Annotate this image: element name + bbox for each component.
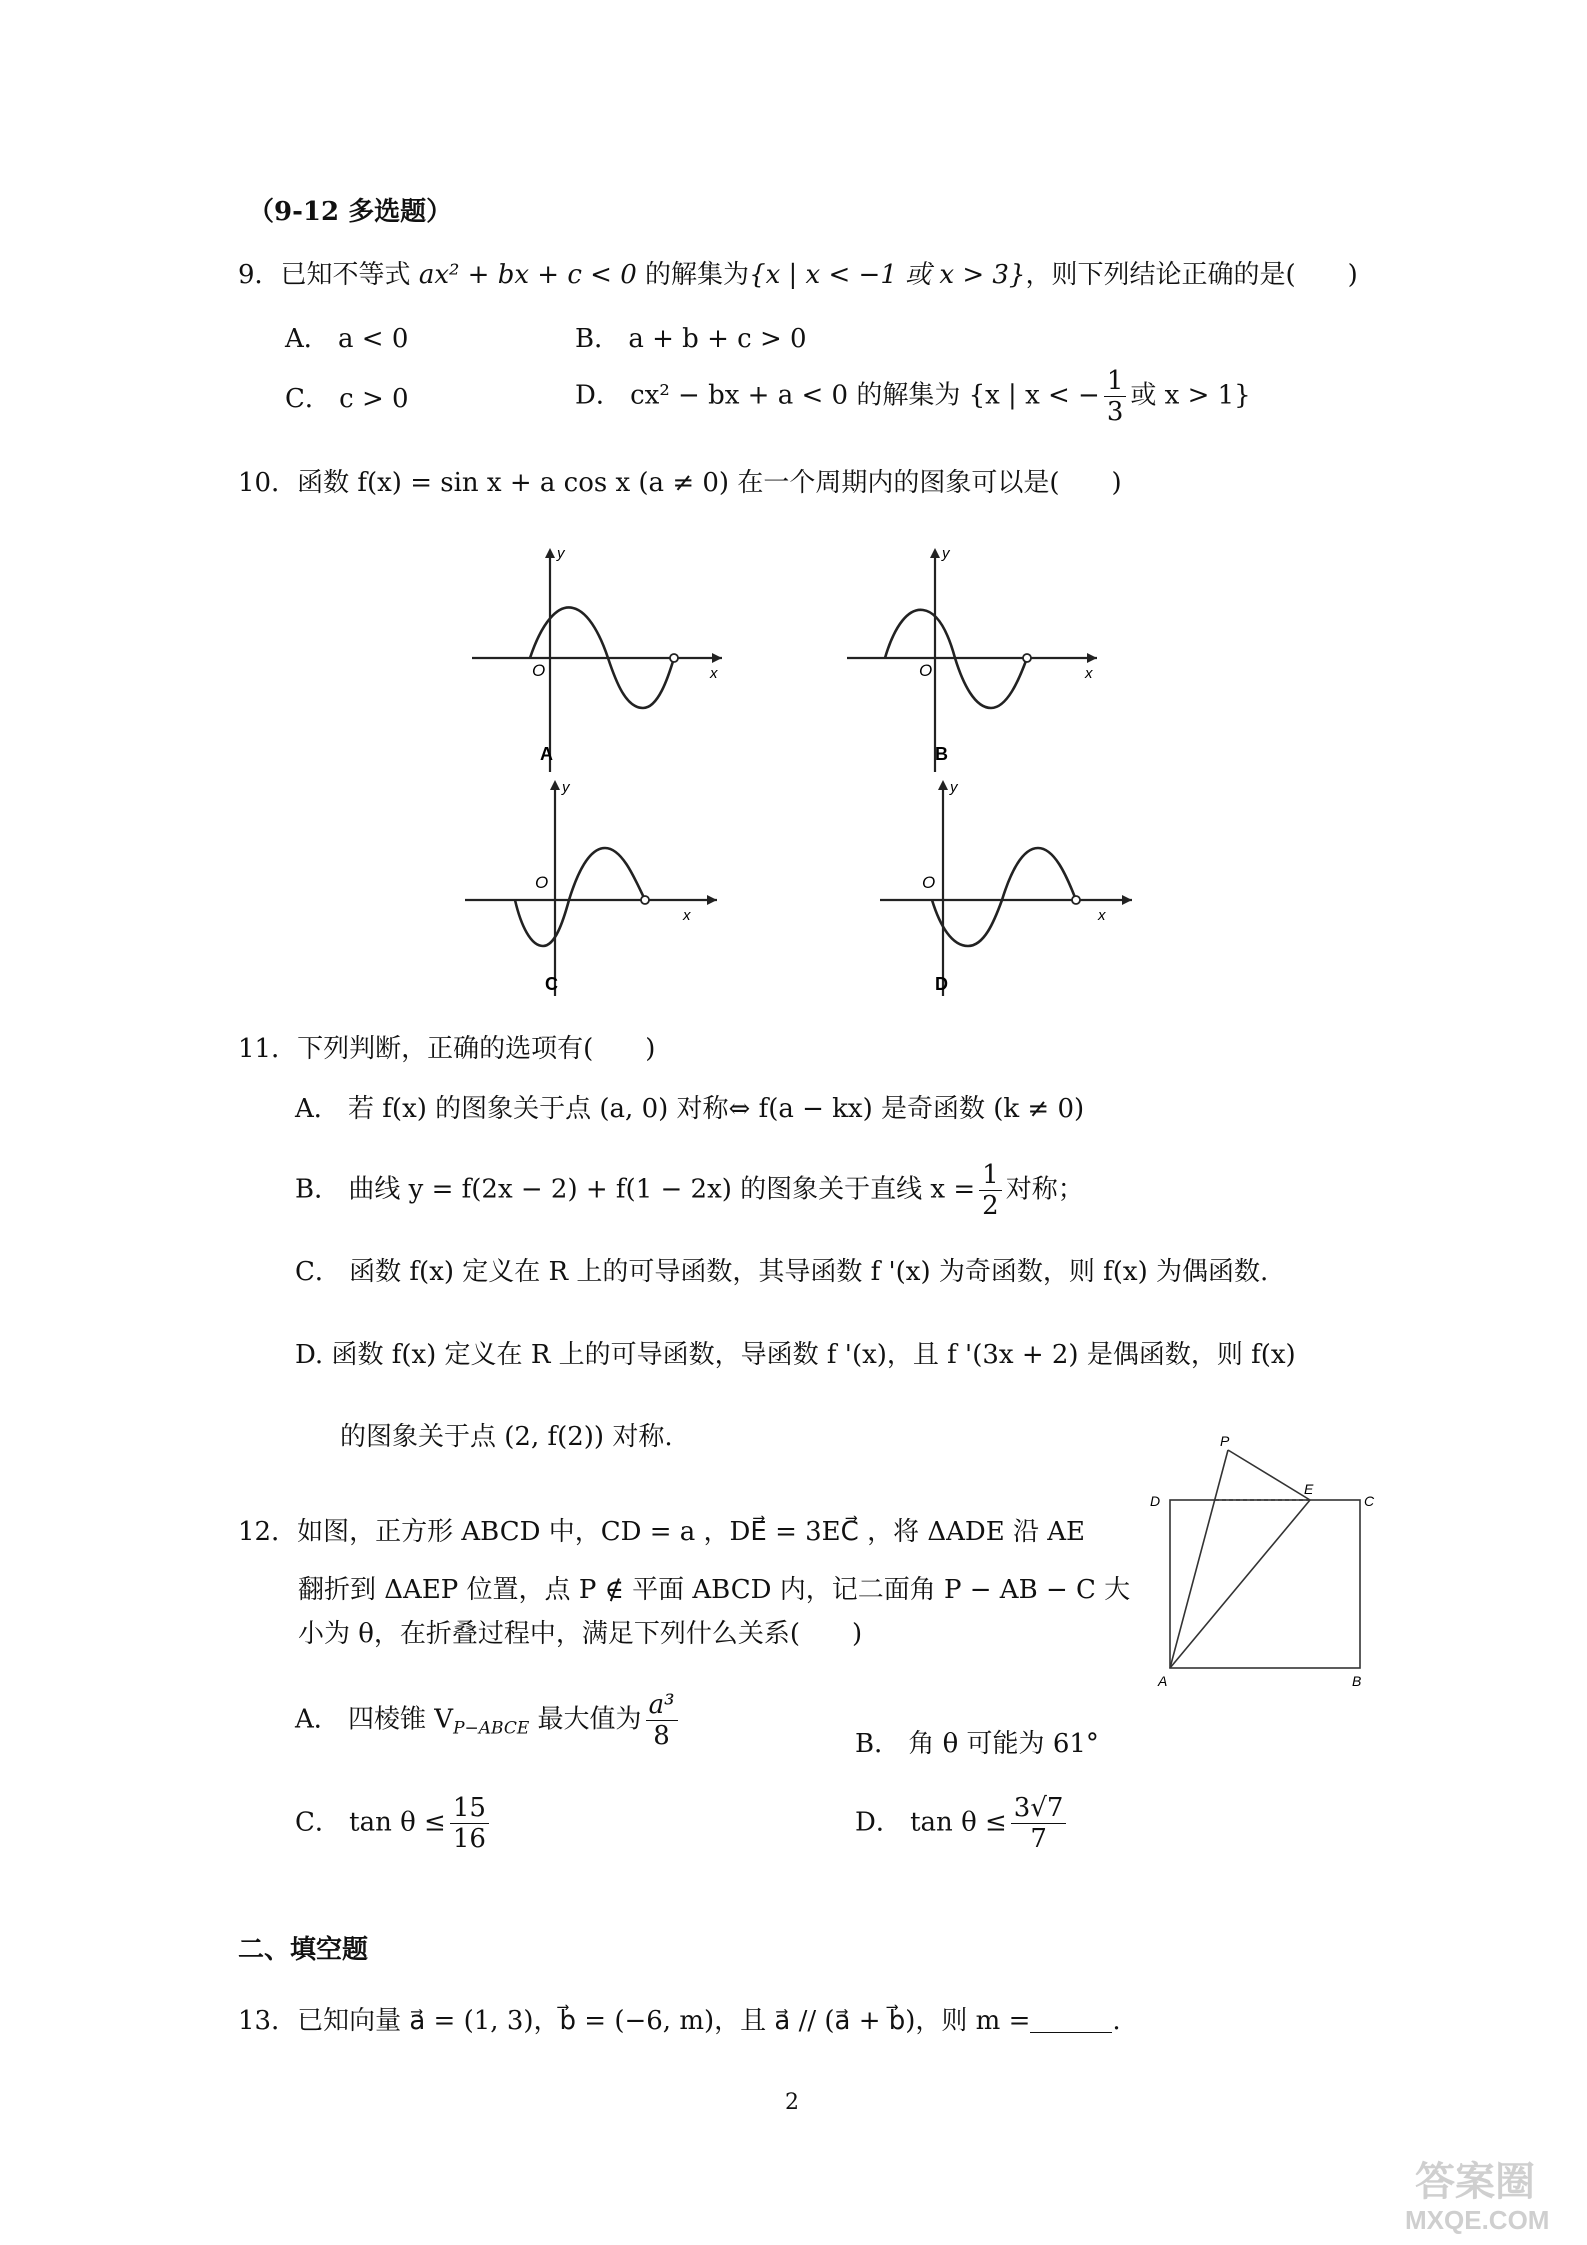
question-12-option-d-pre: D． tan θ ≤ [855,1807,1007,1838]
question-11-text: 下列判断，正确的选项有( ) [297,1034,656,1064]
graph-c-y-label: y [562,779,570,796]
graph-d-x-label: x [1098,907,1106,924]
graph-d-origin: O [922,873,936,892]
question-11-option-d-line1: D. 函数 f(x) 定义在 R 上的可导函数，导函数 f '(x)，且 f '(3x + 2) 是偶函数，则 f(x) [295,1340,1296,1370]
graph-d-y-label: y [950,779,958,796]
question-11-option-b [295,1160,1084,1221]
question-9-option-d [575,366,1251,427]
figure-label-b: B [1352,1673,1362,1689]
question-11-option-c: C． 函数 f(x) 定义在 R 上的可导函数，其导函数 f '(x) 为奇函数，则 f(x) 为偶函数. [295,1257,1269,1287]
page-number: 2 [785,2090,799,2115]
graph-b-y-label: y [942,545,950,562]
question-10-text: 函数 f(x) = sin x + a cos x (a ≠ 0) 在一个周期内的图象可以是( ) [297,468,1122,498]
question-9-expr: ax² + bx + c < 0 [418,260,637,290]
question-12-line1 [238,1515,1085,1549]
question-11-stem [238,1032,655,1066]
fraction-one-half [979,1160,1002,1221]
question-9-option-b: B． a + b + c > 0 [575,324,807,354]
question-9-stem-a: 已知不等式 [280,260,411,290]
graph-c-x-label: x [683,907,691,924]
question-11-option-b-pre: B． 曲线 y = f(2x − 2) + f(1 − 2x) 的图象关于直线 x = [295,1174,976,1205]
fraction-numerator: a³ [646,1690,678,1721]
question-12-option-b: B． 角 θ 可能为 61° [855,1729,1099,1759]
fraction-numerator: 3√7 [1011,1793,1067,1824]
fraction-denominator: 2 [982,1191,999,1221]
question-12-option-c-pre: C． tan θ ≤ [295,1807,446,1838]
fraction-denominator: 3 [1106,397,1124,427]
question-9-stem [238,258,1358,292]
question-11-option-d-line2: 的图象关于点 (2, f(2)) 对称. [340,1422,673,1452]
question-9-option-d-post: 或 x > 1} [1130,380,1251,411]
graph-a [460,540,730,784]
question-13 [238,2004,1121,2038]
question-12-option-d [855,1793,1070,1854]
graph-d-label: D [935,974,948,994]
figure-label-a: A [1158,1673,1168,1689]
question-12-line2: 翻折到 ΔAEP 位置，点 P ∉ 平面 ABCD 内，记二面角 P − AB − C 大 [298,1575,1131,1605]
fraction-denominator: 16 [452,1824,486,1854]
graph-b-label: B [935,744,948,764]
graph-b-x-label: x [1085,665,1093,682]
answer-blank[interactable] [1030,2008,1112,2033]
question-9-number: 9． [238,260,281,290]
question-12-line3: 小为 θ，在折叠过程中，满足下列什么关系( ) [298,1619,863,1649]
graph-d [870,770,1140,1009]
question-12-option-a [295,1690,682,1751]
question-12-option-a-sub: P−ABCE [453,1718,530,1739]
fraction-a-cubed-over-8 [646,1690,678,1751]
section-multi-choice-heading: （9-12 多选题） [248,197,453,227]
question-10-stem [238,466,1122,500]
question-11-option-b-post: 对称； [1005,1174,1084,1205]
section-fill-blank-heading: 二、填空题 [238,1935,369,1965]
fraction-3-root-7-over-7 [1011,1793,1067,1854]
question-12-option-a-pre: A． 四棱锥 V [295,1704,454,1735]
question-12-text-1: 如图，正方形 ABCD 中，CD = a ，DE⃗ = 3EC⃗ ，将 ΔADE 沿 AE [297,1517,1086,1547]
graph-b [835,540,1105,784]
graph-b-origin: O [919,661,933,680]
question-9-stem-c: ，则下列结论正确的是( ) [1025,260,1358,290]
question-9-option-d-pre: D． cx² − bx + a < 0 的解集为 {x | x < − [575,380,1100,411]
fraction-denominator: 7 [1030,1824,1047,1854]
graph-c [455,770,725,1009]
question-11-number: 11． [238,1034,298,1064]
fraction-denominator: 8 [653,1721,670,1751]
question-12-option-c [295,1793,493,1854]
graph-a-label: A [540,744,553,764]
fraction-numerator: 15 [450,1793,489,1824]
figure-label-c: C [1364,1493,1375,1509]
question-12-option-a-mid: 最大值为 [537,1704,642,1735]
question-13-number: 13． [238,2006,298,2036]
question-9-set: {x | x < −1 或 x > 3} [749,260,1026,290]
question-10-number: 10． [238,468,298,498]
figure-label-p: P [1220,1433,1230,1449]
fraction-15-over-16 [450,1793,489,1854]
question-9-option-a: A． a < 0 [285,324,409,354]
figure-label-d: D [1150,1493,1161,1509]
question-13-text: 已知向量 a⃗ = (1, 3)，b⃗ = (−6, m)，且 a⃗ // (a⃗ + b⃗)，则 m = [297,2006,1031,2036]
question-11-option-a: A． 若 f(x) 的图象关于点 (a, 0) 对称⇔ f(a − kx) 是奇函数 (k ≠ 0) [295,1094,1085,1124]
graph-c-label: C [545,974,558,994]
question-9-option-c: C． c > 0 [285,384,409,414]
graph-a-origin: O [532,661,546,680]
question-12-figure [1140,1430,1380,1694]
question-13-end: . [1112,2006,1121,2036]
graph-c-origin: O [535,873,549,892]
fraction-numerator: 1 [979,1160,1002,1191]
graph-a-y-label: y [557,545,565,562]
watermark-logo: 答案圈 [1415,2160,1535,2204]
figure-label-e: E [1304,1481,1314,1497]
fraction-one-third [1104,366,1127,427]
question-12-number: 12． [238,1517,298,1547]
watermark-url: MXQE.COM [1405,2205,1550,2235]
fraction-numerator: 1 [1104,366,1127,397]
graph-a-x-label: x [710,665,718,682]
question-9-stem-b: 的解集为 [645,260,750,290]
